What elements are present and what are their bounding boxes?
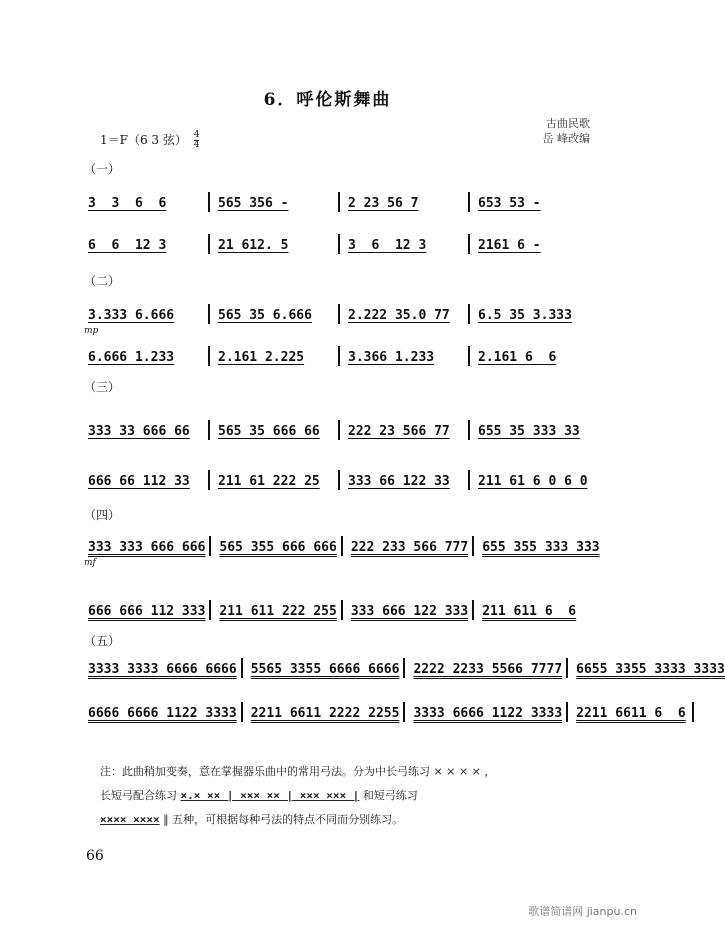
credits xyxy=(510,116,590,146)
measure: 666 666 112 333 xyxy=(88,604,206,619)
measure: 6655 3355 3333 3333 xyxy=(576,662,725,677)
bar-line xyxy=(341,600,343,620)
measure: 655 35 333 33 xyxy=(478,424,580,439)
footnote-text: 和短弓练习 xyxy=(362,789,418,802)
bar-line xyxy=(566,702,568,722)
measure: 2 23 56 7 xyxy=(348,196,419,211)
bar-line xyxy=(468,346,470,366)
score-row xyxy=(84,418,594,440)
bar-line xyxy=(468,304,470,324)
measure: 3.366 1.233 xyxy=(348,350,435,365)
score-row xyxy=(84,700,686,722)
measure: 2161 6 - xyxy=(478,238,541,253)
measure: 565 35 6.666 xyxy=(218,308,312,323)
measure: 211 61 222 25 xyxy=(218,474,320,489)
score-row xyxy=(84,656,725,678)
bar-line xyxy=(241,658,243,678)
measure: 3 3 6 6 xyxy=(88,196,167,211)
score-row xyxy=(84,344,594,366)
section-label: （二） xyxy=(84,274,121,288)
key-signature xyxy=(100,131,199,150)
measure: 21 612. 5 xyxy=(218,238,289,253)
measure: 5565 3355 6666 6666 xyxy=(250,662,400,677)
bar-line xyxy=(241,702,243,722)
footnote-line-1: 注：此曲稍加变奏，意在掌握器乐曲中的常用弓法。分为中长弓练习 × × × × ， xyxy=(100,765,496,778)
bar-line xyxy=(472,600,474,620)
score-row xyxy=(84,232,594,254)
bar-line xyxy=(468,470,470,490)
measure: 655 355 333 333 xyxy=(482,540,600,555)
measure: 333 333 666 666 xyxy=(88,540,206,555)
measure: 2.222 35.0 77 xyxy=(348,308,450,323)
bar-line xyxy=(338,234,340,254)
footnote-line-3 xyxy=(100,808,590,832)
footnote-text: 长短弓配合练习 xyxy=(100,789,177,802)
credit-line: 岳 峰改编 xyxy=(542,132,590,145)
dynamic-marking: mp xyxy=(84,326,99,336)
bar-line xyxy=(338,470,340,490)
time-signature xyxy=(194,131,200,150)
time-numerator: 4 xyxy=(193,130,200,140)
measure: 3333 3333 6666 6666 xyxy=(88,662,237,677)
measure: 2211 6611 2222 2255 xyxy=(250,706,400,721)
score-row xyxy=(84,302,594,324)
time-denominator: 4 xyxy=(193,140,200,150)
measure: 565 355 666 666 xyxy=(219,540,337,555)
credit-line: 古曲民歌 xyxy=(546,117,590,130)
section-label: （三） xyxy=(84,380,121,394)
key-text: 1＝F（6 3 弦） xyxy=(100,133,187,147)
measure: 6.5 35 3.333 xyxy=(478,308,572,323)
bar-line xyxy=(468,234,470,254)
bar-line xyxy=(208,470,210,490)
bowing-pattern: ×.× ×× | ××× ×× | ××× ××× | xyxy=(180,789,360,802)
bar-line xyxy=(209,600,211,620)
measure: 333 66 122 33 xyxy=(348,474,450,489)
measure: 565 35 666 66 xyxy=(218,424,320,439)
footnote xyxy=(100,760,590,832)
measure: 2.161 6 6 xyxy=(478,350,557,365)
bar-line xyxy=(208,304,210,324)
measure: 2211 6611 6 6 xyxy=(576,706,686,721)
bowing-pattern: ×××× ×××× xyxy=(100,813,160,826)
measure: 222 23 566 77 xyxy=(348,424,450,439)
bar-line xyxy=(338,304,340,324)
measure: 2222 2233 5566 7777 xyxy=(413,662,563,677)
bar-line xyxy=(341,536,343,556)
measure: 211 611 6 6 xyxy=(482,604,577,619)
bar-line xyxy=(208,192,210,212)
measure: 211 611 222 255 xyxy=(219,604,337,619)
measure: 6666 6666 1122 3333 xyxy=(88,706,237,721)
score-row xyxy=(84,190,594,212)
footnote-line-2 xyxy=(100,784,590,808)
section-label: （四） xyxy=(84,508,121,522)
page-number: 66 xyxy=(86,848,104,864)
bar-line xyxy=(338,192,340,212)
bar-line xyxy=(468,192,470,212)
score-title: 6．呼伦斯舞曲 xyxy=(263,90,392,110)
measure: 6.666 1.233 xyxy=(88,350,175,365)
measure: 2.161 2.225 xyxy=(218,350,305,365)
final-bar-line xyxy=(692,702,694,722)
section-label: （一） xyxy=(84,162,121,176)
score-row xyxy=(84,468,594,490)
bar-line xyxy=(566,658,568,678)
bar-line xyxy=(338,346,340,366)
footnote-text: ‖ 五种，可根据每种弓法的特点不同而分别练习。 xyxy=(163,813,404,826)
bar-line xyxy=(468,420,470,440)
bar-line xyxy=(403,702,405,722)
measure: 565 356 - xyxy=(218,196,289,211)
measure: 3333 6666 1122 3333 xyxy=(413,706,563,721)
bar-line xyxy=(208,420,210,440)
bar-line xyxy=(338,420,340,440)
bar-line xyxy=(208,346,210,366)
score-row xyxy=(84,534,600,556)
dynamic-marking: mf xyxy=(84,558,96,568)
measure: 333 33 666 66 xyxy=(88,424,190,439)
measure: 666 66 112 33 xyxy=(88,474,190,489)
measure: 6 6 12 3 xyxy=(88,238,167,253)
measure: 333 666 122 333 xyxy=(350,604,469,619)
bar-line xyxy=(403,658,405,678)
watermark: 歌谱简谱网 jianpu.cn xyxy=(528,905,637,918)
measure: 3.333 6.666 xyxy=(88,308,175,323)
measure: 222 233 566 777 xyxy=(350,540,469,555)
bar-line xyxy=(209,536,211,556)
measure: 653 53 - xyxy=(478,196,541,211)
section-label: （五） xyxy=(84,634,121,648)
bar-line xyxy=(472,536,474,556)
measure: 211 61 6 0 6 0 xyxy=(478,474,588,489)
bar-line xyxy=(208,234,210,254)
measure: 3 6 12 3 xyxy=(348,238,427,253)
score-row xyxy=(84,598,594,620)
